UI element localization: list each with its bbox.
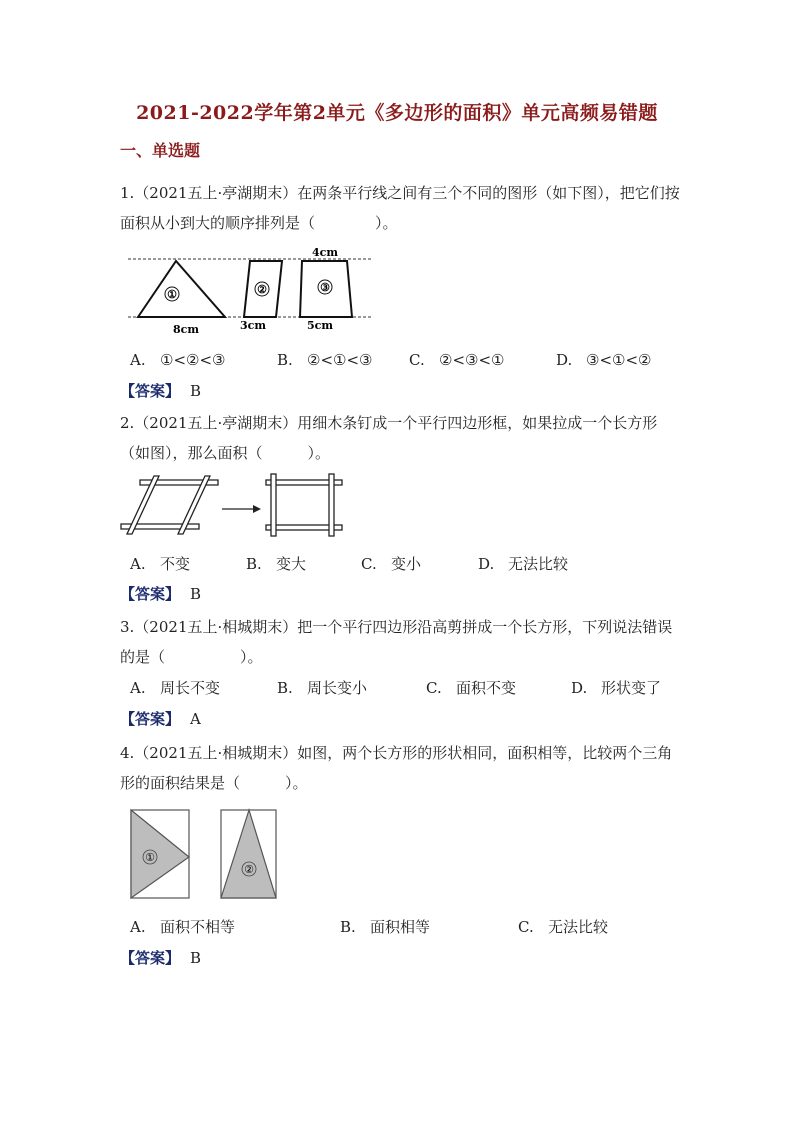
question-4-options [130, 915, 690, 939]
question-2-options [130, 552, 690, 576]
dim-2: 3cm [240, 319, 266, 332]
shape-1-label: ① [167, 288, 177, 301]
option-d: D. 形状变了 [571, 679, 662, 697]
option-b: B. ②<①<③ [277, 351, 373, 369]
page-title: 2021-2022学年第2单元《多边形的面积》单元高频易错题 [136, 102, 658, 124]
option-d: D. ③<①<② [556, 351, 652, 369]
option-c: C. ②<③<① [409, 351, 505, 369]
option-b: B. 周长变小 [277, 679, 368, 697]
question-4-text: 4.（2021五上·相城期末）如图，两个长方形的形状相同，面积相等，比较两个三角形的面积结果是（ ）。 [120, 744, 673, 792]
question-2-text: 2.（2021五上·亭湖期末）用细木条钉成一个平行四边形框，如果拉成一个长方形（如图），那么面积（ ）。 [120, 414, 658, 462]
dim-3: 5cm [307, 319, 333, 332]
option-b: B. 面积相等 [340, 918, 431, 936]
section-title: 一、单选题 [120, 141, 201, 160]
question-2-answer: 【答案】 B [120, 585, 202, 603]
dim-top: 4cm [312, 246, 338, 259]
question-3-text: 3.（2021五上·相城期末）把一个平行四边形沿高剪拼成一个长方形，下列说法错误的是（ ）。 [120, 618, 673, 666]
question-1-text: 1.（2021五上·亭湖期末）在两条平行线之间有三个不同的图形（如下图），把它们按面积从小到大的顺序排列是（ ）。 [120, 184, 680, 232]
option-a: A. 不变 [130, 555, 191, 573]
question-1-figure [120, 246, 390, 336]
shape-2-label: ② [257, 283, 267, 296]
option-c: C. 无法比较 [518, 918, 609, 936]
question-2-figure [118, 472, 348, 542]
question-1-answer: 【答案】 B [120, 382, 202, 400]
option-a: A. 周长不变 [130, 679, 221, 697]
triangle-1-label: ① [145, 851, 155, 864]
option-a: A. 面积不相等 [130, 918, 236, 936]
option-b: B. 变大 [246, 555, 307, 573]
question-4-answer: 【答案】 B [120, 949, 202, 967]
dim-1: 8cm [173, 323, 199, 336]
question-1-options [130, 348, 690, 372]
shape-3-label: ③ [320, 281, 330, 294]
question-3-answer: 【答案】 A [120, 710, 201, 728]
triangle-2-label: ② [244, 863, 254, 876]
option-d: D. 无法比较 [478, 555, 569, 573]
question-4-figure [125, 805, 285, 901]
question-3-options [130, 676, 690, 700]
option-a: A. ①<②<③ [130, 351, 226, 369]
option-c: C. 面积不变 [426, 679, 517, 697]
option-c: C. 变小 [361, 555, 422, 573]
